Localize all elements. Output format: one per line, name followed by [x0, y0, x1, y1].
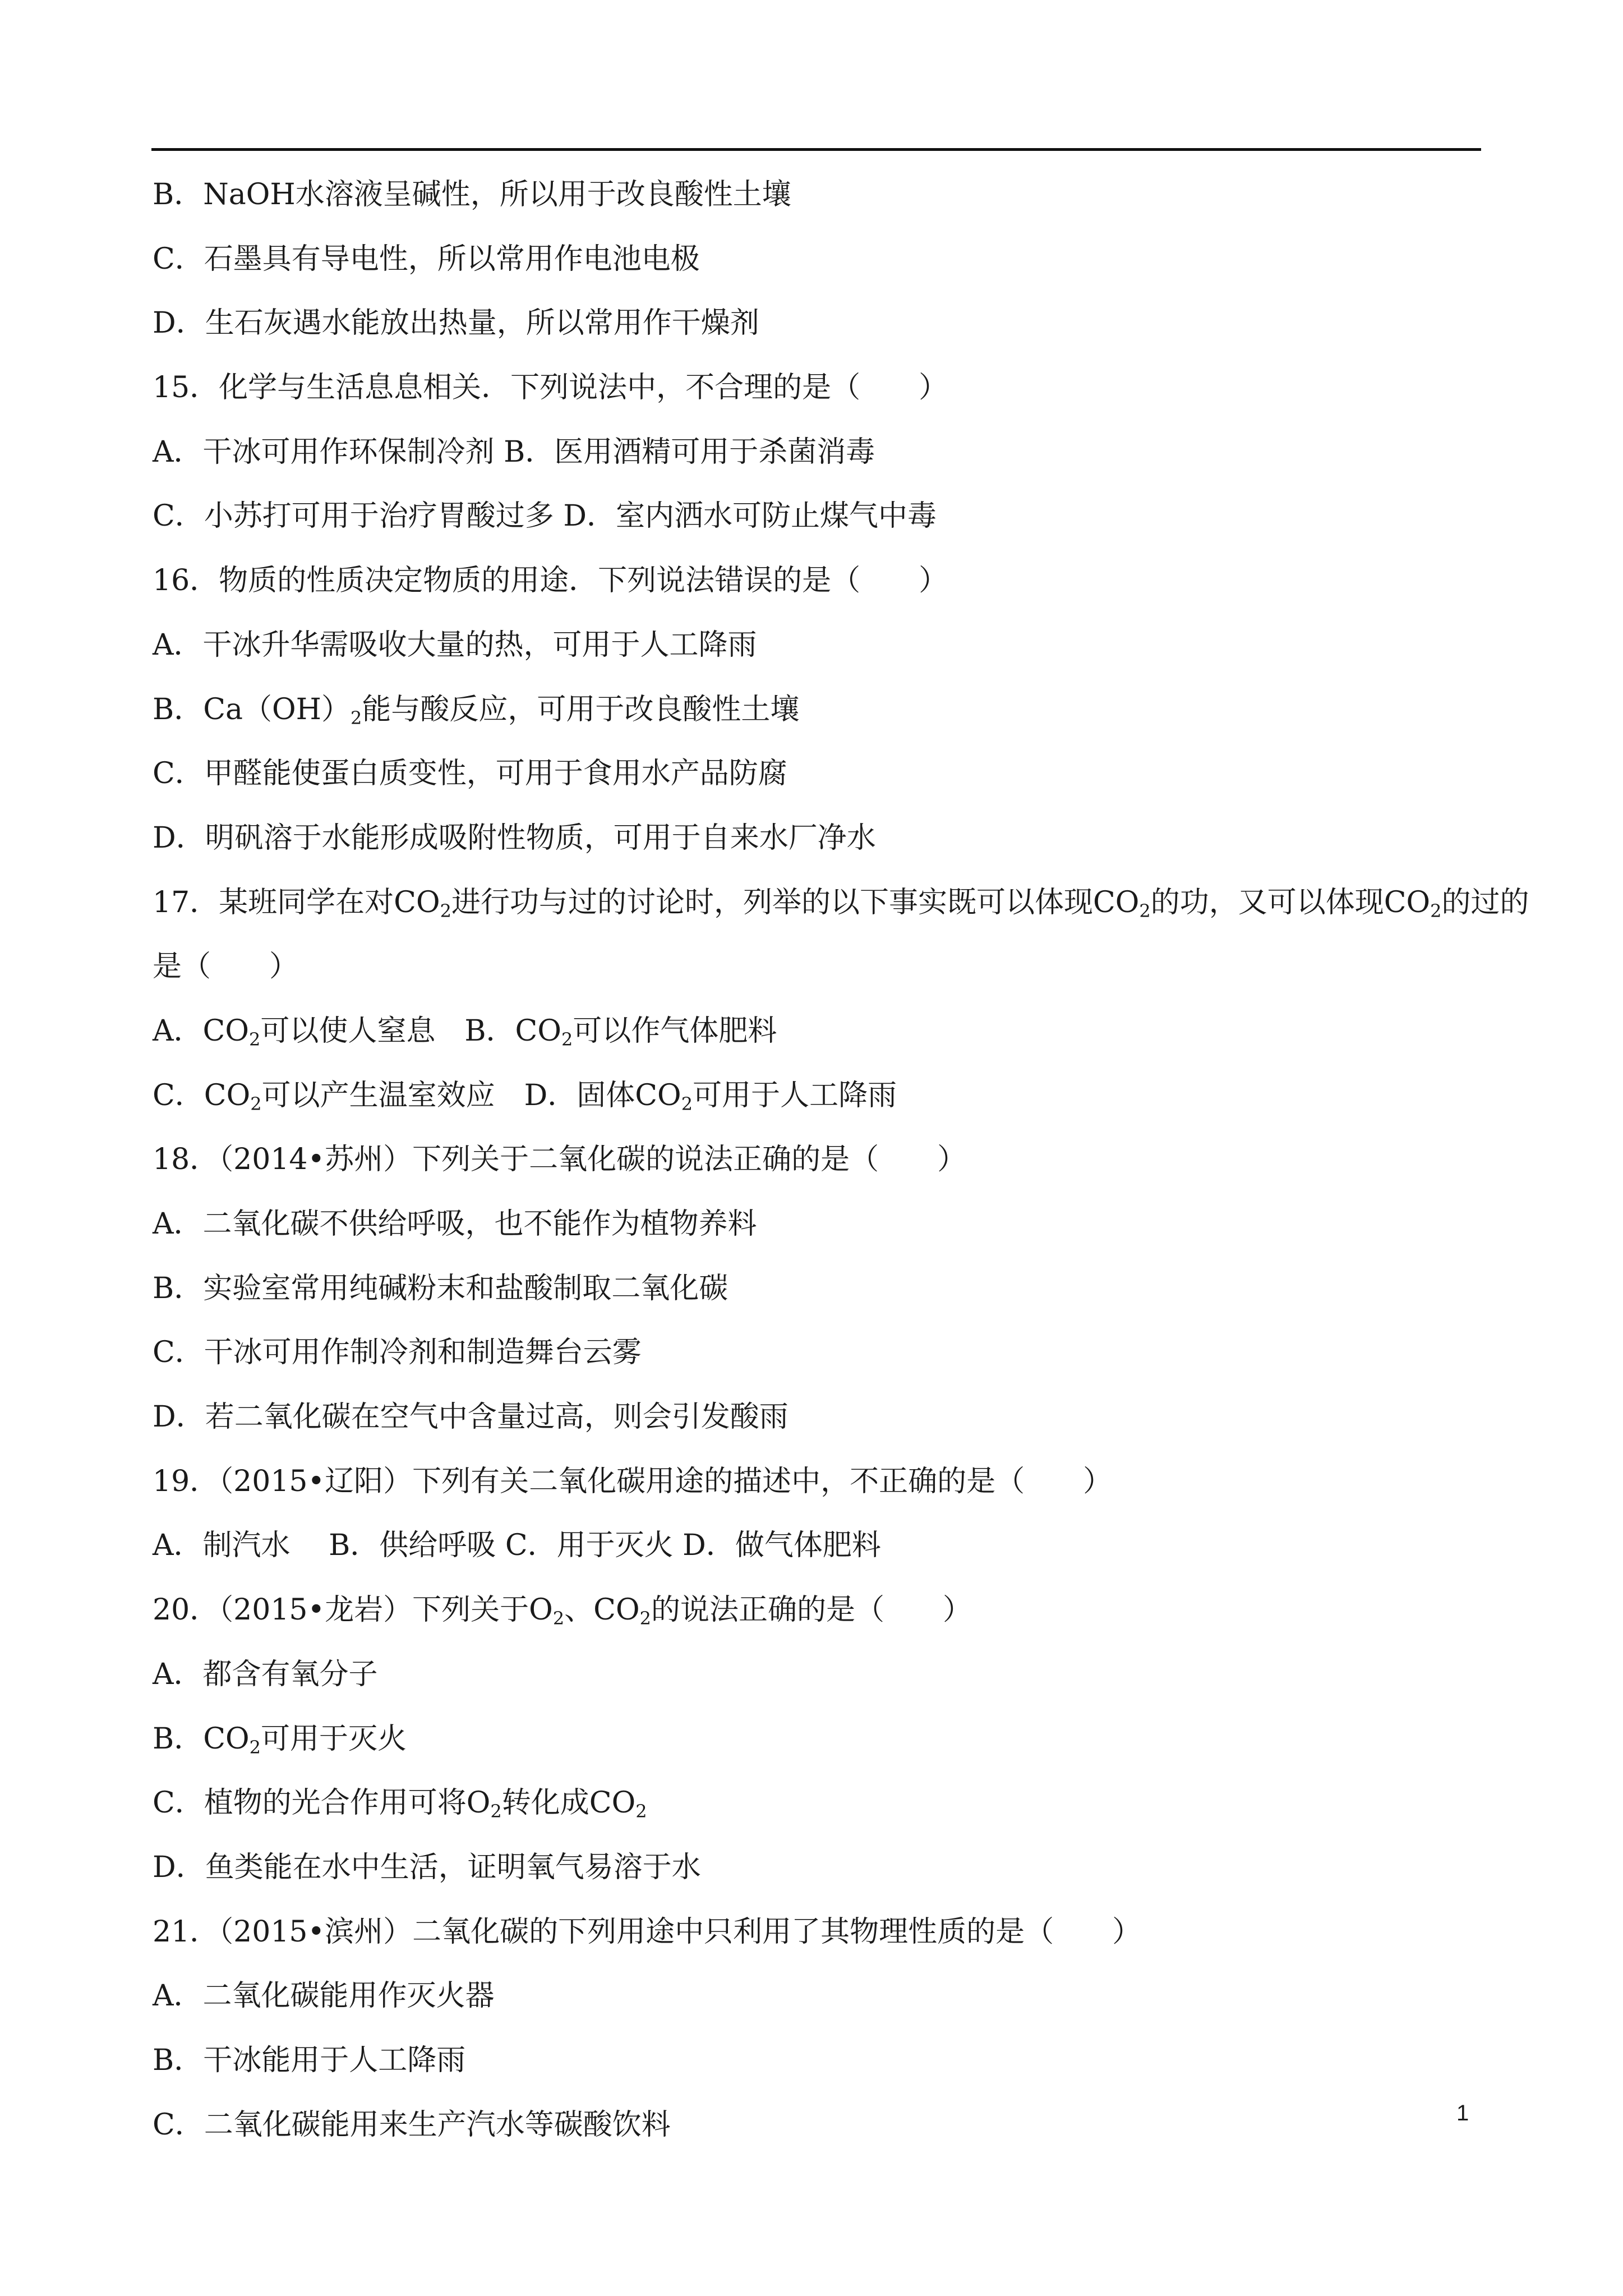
- text-segment: 17．某班同学在对CO: [153, 885, 440, 919]
- text-line: [153, 163, 1482, 227]
- text-line: [153, 1707, 1482, 1772]
- header-rule: [151, 148, 1481, 151]
- document-body: [153, 163, 1529, 2157]
- text-line: [153, 935, 1482, 999]
- text-segment: A．二氧化碳能用作灭火器: [153, 1979, 495, 2013]
- text-line: [153, 291, 1482, 356]
- text-segment: 是（ ）: [153, 950, 299, 984]
- subscript: 2: [1139, 900, 1151, 922]
- text-segment: 转化成CO: [501, 1786, 636, 1820]
- text-line: [153, 999, 1482, 1064]
- page-number: 1: [1456, 2101, 1469, 2125]
- subscript: 2: [440, 900, 451, 922]
- text-segment: 能与酸反应，可用于改良酸性土壤: [362, 692, 800, 726]
- subscript: 2: [248, 1028, 261, 1050]
- text-line: [153, 1257, 1482, 1321]
- text-segment: C．CO: [153, 1078, 251, 1112]
- text-segment: 20．（2015•龙岩）下列关于O: [153, 1593, 553, 1627]
- subscript: 2: [552, 1608, 565, 1630]
- text-line: [153, 871, 1529, 935]
- text-line: [153, 1964, 1482, 2028]
- subscript: 2: [635, 1801, 647, 1823]
- text-line: [153, 2028, 1482, 2093]
- subscript: 2: [561, 1028, 573, 1050]
- subscript: 2: [249, 1736, 261, 1758]
- text-segment: 进行功与过的讨论时，列举的以下事实既可以体现CO: [451, 885, 1140, 919]
- text-segment: 可用于人工降雨: [693, 1078, 897, 1112]
- text-line: [153, 1385, 1482, 1450]
- text-segment: 19．（2015•辽阳）下列有关二氧化碳用途的描述中，不正确的是（ ）: [153, 1464, 1113, 1498]
- text-line: [153, 420, 1482, 485]
- subscript: 2: [681, 1093, 693, 1115]
- text-line: [153, 1771, 1482, 1835]
- text-segment: B．NaOH水溶液呈碱性，所以用于改良酸性土壤: [153, 178, 791, 211]
- text-segment: 15．化学与生活息息相关．下列说法中，不合理的是（ ）: [153, 371, 948, 405]
- text-line: [153, 742, 1482, 806]
- text-segment: A．制汽水 B．供给呼吸 C．用于灭火 D．做气体肥料: [153, 1529, 881, 1563]
- text-line: [153, 1578, 1482, 1642]
- text-segment: A．都含有氧分子: [153, 1657, 378, 1691]
- text-segment: 可以产生温室效应 D．固体CO: [261, 1078, 681, 1112]
- text-line: [153, 2093, 1482, 2157]
- text-line: [153, 1513, 1482, 1578]
- text-line: [153, 1320, 1482, 1385]
- text-segment: 的功，又可以体现CO: [1150, 885, 1431, 919]
- subscript: 2: [1430, 900, 1442, 922]
- text-segment: B．干冰能用于人工降雨: [153, 2043, 466, 2077]
- text-segment: D．鱼类能在水中生活，证明氧气易溶于水: [153, 1850, 701, 1884]
- text-line: [153, 227, 1482, 292]
- text-line: [153, 1128, 1482, 1192]
- subscript: 2: [250, 1093, 262, 1115]
- text-segment: A．干冰升华需吸收大量的热，可用于人工降雨: [153, 628, 757, 662]
- text-segment: A．二氧化碳不供给呼吸，也不能作为植物养料: [153, 1207, 757, 1241]
- text-segment: 18．（2014•苏州）下列关于二氧化碳的说法正确的是（ ）: [153, 1143, 967, 1177]
- subscript: 2: [490, 1801, 502, 1823]
- subscript: 2: [639, 1608, 651, 1630]
- text-segment: 、CO: [564, 1593, 640, 1627]
- text-segment: C．甲醛能使蛋白质变性，可用于食用水产品防腐: [153, 757, 787, 791]
- text-line: [153, 484, 1482, 549]
- text-segment: 的过的: [1441, 885, 1529, 919]
- text-segment: C．小苏打可用于治疗胃酸过多 D．室内洒水可防止煤气中毒: [153, 499, 937, 533]
- subscript: 2: [350, 707, 362, 729]
- text-segment: D．生石灰遇水能放出热量，所以常用作干燥剂: [153, 306, 759, 341]
- text-segment: B．CO: [153, 1722, 250, 1756]
- text-line: [153, 1450, 1482, 1514]
- text-line: [153, 806, 1482, 871]
- text-segment: 可以使人窒息 B．CO: [260, 1014, 561, 1048]
- text-segment: C．二氧化碳能用来生产汽水等碳酸饮料: [153, 2108, 671, 2142]
- text-segment: C．石墨具有导电性，所以常用作电池电极: [153, 242, 700, 276]
- text-segment: B．Ca（OH）: [153, 692, 351, 726]
- text-segment: A．干冰可用作环保制冷剂 B．医用酒精可用于杀菌消毒: [153, 435, 875, 469]
- text-segment: D．若二氧化碳在空气中含量过高，则会引发酸雨: [153, 1400, 789, 1434]
- text-segment: 16．物质的性质决定物质的用途．下列说法错误的是（ ）: [153, 564, 948, 598]
- text-line: [153, 1064, 1482, 1128]
- text-line: [153, 1192, 1482, 1257]
- text-line: [153, 1900, 1482, 1964]
- text-segment: A．CO: [153, 1014, 249, 1048]
- text-segment: C．干冰可用作制冷剂和制造舞台云雾: [153, 1336, 642, 1370]
- text-segment: 的说法正确的是（ ）: [651, 1593, 972, 1627]
- text-segment: 可以作气体肥料: [573, 1014, 777, 1048]
- text-line: [153, 678, 1482, 742]
- text-line: [153, 549, 1482, 613]
- text-line: [153, 1642, 1482, 1707]
- text-segment: C．植物的光合作用可将O: [153, 1786, 491, 1820]
- text-segment: 可用于灭火: [261, 1722, 407, 1756]
- text-segment: D．明矾溶于水能形成吸附性物质，可用于自来水厂净水: [153, 821, 876, 855]
- text-line: [153, 356, 1482, 420]
- text-segment: B．实验室常用纯碱粉末和盐酸制取二氧化碳: [153, 1271, 728, 1305]
- text-segment: 21．（2015•滨州）二氧化碳的下列用途中只利用了其物理性质的是（ ）: [153, 1915, 1142, 1949]
- text-line: [153, 613, 1482, 678]
- text-line: [153, 1835, 1482, 1900]
